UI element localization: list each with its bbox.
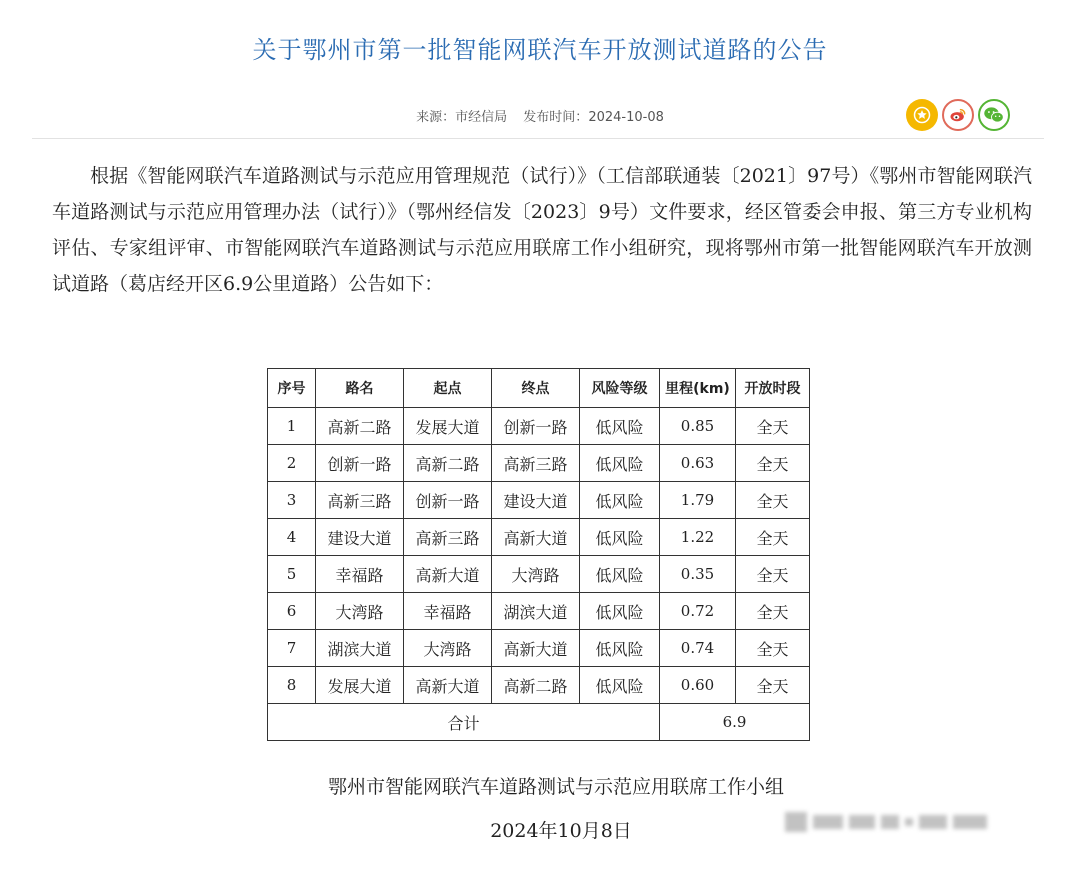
cell-open-hours: 全天 xyxy=(736,482,810,519)
article-title: 关于鄂州市第一批智能网联汽车开放测试道路的公告 xyxy=(252,36,828,64)
publish-date xyxy=(523,110,664,125)
cell-risk-level: 低风险 xyxy=(580,408,660,445)
cell-start: 高新二路 xyxy=(404,445,492,482)
header-mileage: 里程(km) xyxy=(660,369,736,408)
cell-open-hours: 全天 xyxy=(736,630,810,667)
cell-mileage: 0.60 xyxy=(660,667,736,704)
cell-road-name: 高新二路 xyxy=(316,408,404,445)
cell-open-hours: 全天 xyxy=(736,667,810,704)
table-header-row xyxy=(268,369,810,408)
article-body: 根据《智能网联汽车道路测试与示范应用管理规范（试行）》（工信部联通装〔2021〕97号）《鄂州市智能网联汽车道路测试与示范应用管理办法（试行）》（鄂州经信发〔2023〕9号）文件要求，经区管委会申报、第三方专业机构评估、专家组评审、市智能网联汽车道路测试与示范应用联席工作小组研究，现将鄂州市第一批智能网联汽车开放测试道路（葛店经开区6.9公里道路）公告如下： xyxy=(52,165,1032,295)
cell-mileage: 1.22 xyxy=(660,519,736,556)
wechat-icon xyxy=(983,105,1005,125)
cell-index: 1 xyxy=(268,408,316,445)
header-open-hours: 开放时段 xyxy=(736,369,810,408)
source-label: 来源： xyxy=(416,110,456,125)
cell-open-hours: 全天 xyxy=(736,519,810,556)
weibo-icon xyxy=(948,105,968,125)
source-value: 市经信局 xyxy=(455,110,508,125)
cell-mileage: 0.72 xyxy=(660,593,736,630)
date-value: 2024-10-08 xyxy=(588,110,664,125)
table-row xyxy=(268,667,810,704)
cell-start: 创新一路 xyxy=(404,482,492,519)
table-row xyxy=(268,556,810,593)
cell-index: 5 xyxy=(268,556,316,593)
cell-start: 高新三路 xyxy=(404,519,492,556)
cell-start: 高新大道 xyxy=(404,556,492,593)
cell-index: 6 xyxy=(268,593,316,630)
star-icon xyxy=(913,106,931,124)
cell-risk-level: 低风险 xyxy=(580,593,660,630)
header-divider xyxy=(32,138,1044,139)
total-value: 6.9 xyxy=(660,704,810,741)
cell-risk-level: 低风险 xyxy=(580,519,660,556)
total-label: 合计 xyxy=(268,704,660,741)
cell-risk-level: 低风险 xyxy=(580,556,660,593)
test-roads-table xyxy=(267,368,810,741)
cell-end: 高新三路 xyxy=(492,445,580,482)
header-index: 序号 xyxy=(268,369,316,408)
cell-road-name: 建设大道 xyxy=(316,519,404,556)
cell-road-name: 发展大道 xyxy=(316,667,404,704)
cell-open-hours: 全天 xyxy=(736,593,810,630)
cell-mileage: 1.79 xyxy=(660,482,736,519)
weibo-share-button[interactable] xyxy=(942,99,974,131)
table-row xyxy=(268,408,810,445)
cell-mileage: 0.74 xyxy=(660,630,736,667)
cell-index: 4 xyxy=(268,519,316,556)
table-row xyxy=(268,630,810,667)
cell-risk-level: 低风险 xyxy=(580,445,660,482)
wechat-share-button[interactable] xyxy=(978,99,1010,131)
cell-road-name: 高新三路 xyxy=(316,482,404,519)
signature: 鄂州市智能网联汽车道路测试与示范应用联席工作小组 xyxy=(327,776,784,798)
cell-end: 高新大道 xyxy=(492,630,580,667)
source xyxy=(416,110,507,125)
cell-road-name: 大湾路 xyxy=(316,593,404,630)
date-label: 发布时间： xyxy=(523,110,589,125)
cell-end: 大湾路 xyxy=(492,556,580,593)
cell-end: 高新大道 xyxy=(492,519,580,556)
table-row xyxy=(268,519,810,556)
cell-index: 2 xyxy=(268,445,316,482)
table-total-row xyxy=(268,704,810,741)
table-row xyxy=(268,482,810,519)
cell-mileage: 0.63 xyxy=(660,445,736,482)
cell-start: 大湾路 xyxy=(404,630,492,667)
cell-risk-level: 低风险 xyxy=(580,482,660,519)
cell-index: 8 xyxy=(268,667,316,704)
cell-end: 建设大道 xyxy=(492,482,580,519)
cell-start: 发展大道 xyxy=(404,408,492,445)
cell-open-hours: 全天 xyxy=(736,408,810,445)
cell-index: 7 xyxy=(268,630,316,667)
header-end: 终点 xyxy=(492,369,580,408)
cell-road-name: 湖滨大道 xyxy=(316,630,404,667)
header-risk-level: 风险等级 xyxy=(580,369,660,408)
table-row xyxy=(268,593,810,630)
cell-open-hours: 全天 xyxy=(736,556,810,593)
cell-mileage: 0.85 xyxy=(660,408,736,445)
cell-open-hours: 全天 xyxy=(736,445,810,482)
cell-road-name: 创新一路 xyxy=(316,445,404,482)
cell-start: 高新大道 xyxy=(404,667,492,704)
cell-end: 湖滨大道 xyxy=(492,593,580,630)
cell-risk-level: 低风险 xyxy=(580,630,660,667)
cell-start: 幸福路 xyxy=(404,593,492,630)
share-bar xyxy=(906,99,1010,131)
table-row xyxy=(268,445,810,482)
header-road-name: 路名 xyxy=(316,369,404,408)
cell-end: 创新一路 xyxy=(492,408,580,445)
header-start: 起点 xyxy=(404,369,492,408)
favorite-button[interactable] xyxy=(906,99,938,131)
blurred-watermark xyxy=(785,812,987,832)
sign-date: 2024年10月8日 xyxy=(490,820,632,842)
cell-risk-level: 低风险 xyxy=(580,667,660,704)
cell-end: 高新二路 xyxy=(492,667,580,704)
cell-road-name: 幸福路 xyxy=(316,556,404,593)
cell-index: 3 xyxy=(268,482,316,519)
cell-mileage: 0.35 xyxy=(660,556,736,593)
